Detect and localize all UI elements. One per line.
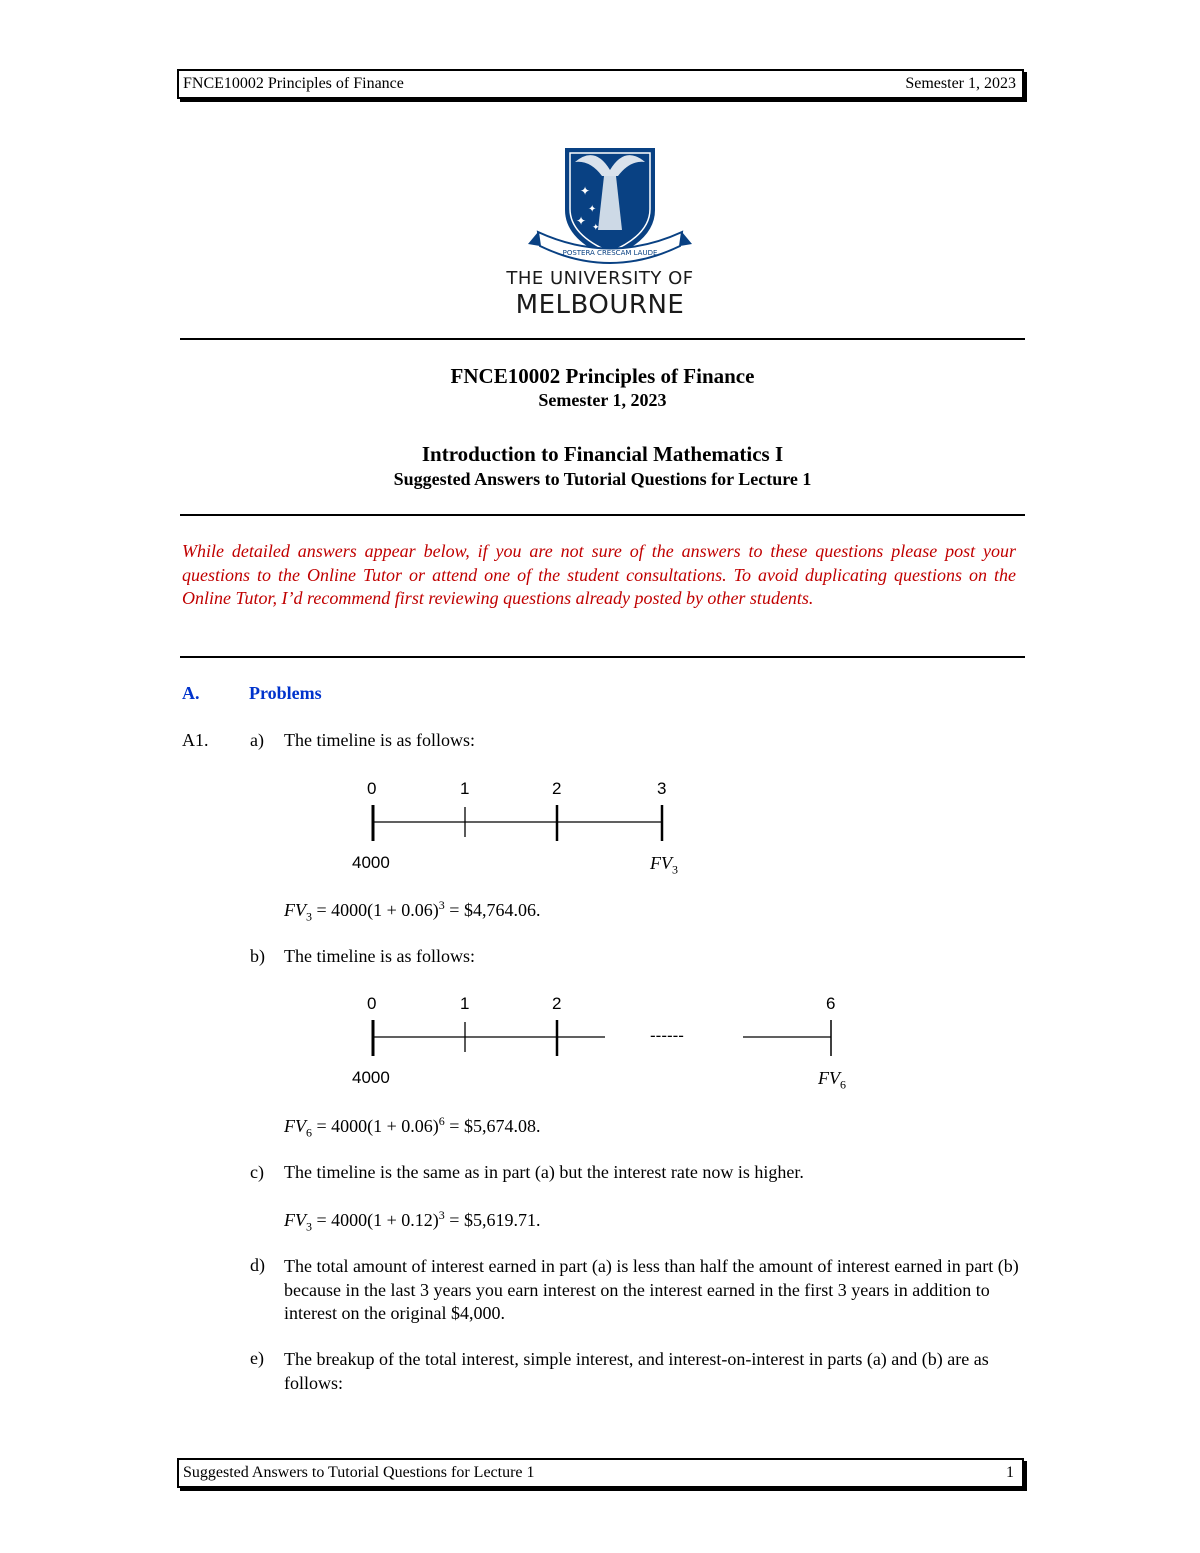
timeline-b-tick: 2 [552, 994, 562, 1013]
page-footer [177, 1458, 1024, 1488]
svg-text:✦: ✦ [592, 222, 600, 232]
part-a-text: The timeline is as follows: [284, 730, 475, 750]
part-c-label: c) [250, 1162, 264, 1182]
section-title: Problems [249, 683, 322, 703]
timeline-b [340, 990, 880, 1100]
timeline-b-dots: ------ [650, 1026, 684, 1045]
timeline-b-lines [340, 990, 880, 1100]
footer-title: Suggested Answers to Tutorial Questions for Lecture 1 [183, 1464, 535, 1481]
svg-text:✦: ✦ [576, 214, 587, 228]
logo-line2: MELBOURNE [515, 290, 685, 320]
part-c-text: The timeline is the same as in part (a) but the interest rate now is higher. [284, 1162, 804, 1182]
timeline-a [340, 775, 720, 885]
section-letter: A. [182, 683, 200, 703]
advice-note: While detailed answers appear below, if you are not sure of the answers to these questions please post your questions to the Online Tutor or attend one of the student consultations. To avoid duplicating questions on the Online Tutor, I’d recommend first reviewing questions already posted by other students. [182, 541, 1016, 608]
part-b-label: b) [250, 946, 265, 966]
timeline-a-end-label: $FV_3$ [650, 853, 678, 877]
timeline-a-tick: 2 [552, 779, 562, 798]
header-course: FNCE10002 Principles of Finance [183, 75, 404, 92]
divider [180, 656, 1025, 658]
title-topic: Introduction to Financial Mathematics I [421, 442, 784, 466]
timeline-a-tick: 0 [367, 779, 377, 798]
title-semester: Semester 1, 2023 [538, 390, 667, 410]
part-a-label: a) [250, 730, 264, 750]
timeline-b-end-label: $FV_6$ [818, 1068, 846, 1092]
svg-text:✦: ✦ [588, 204, 597, 215]
divider [180, 338, 1025, 340]
part-b-text: The timeline is as follows: [284, 946, 475, 966]
timeline-a-tick: 3 [657, 779, 667, 798]
title-subtitle: Suggested Answers to Tutorial Questions for Lecture 1 [393, 469, 812, 489]
header-semester: Semester 1, 2023 [905, 75, 1016, 92]
question-number: A1. [182, 730, 209, 750]
part-e-text: The breakup of the total interest, simple interest, and interest-on-interest in parts (a) and (b) are as follows: [284, 1349, 989, 1393]
part-d-label: d) [250, 1255, 265, 1275]
timeline-a-tick: 1 [460, 779, 470, 798]
timeline-b-tick: 6 [826, 994, 836, 1013]
timeline-b-tick: 0 [367, 994, 377, 1013]
page-number: 1 [1006, 1464, 1014, 1481]
page-header [177, 69, 1024, 99]
timeline-b-start-value: 4000 [352, 1068, 390, 1087]
svg-text:✦: ✦ [580, 184, 591, 198]
timeline-a-start-value: 4000 [352, 853, 390, 872]
part-a-formula: $FV_3 = 4000(1 + 0.06)^3$ = $4,764.06. [284, 898, 541, 924]
part-b-formula: $FV_6 = 4000(1 + 0.06)^6$ = $5,674.08. [284, 1114, 541, 1140]
part-c-formula: $FV_3 = 4000(1 + 0.12)^3$ = $5,619.71. [284, 1208, 541, 1234]
timeline-b-tick: 1 [460, 994, 470, 1013]
part-d-text: The total amount of interest earned in part (a) is less than half the amount of interest earned in part (b) because in the last 3 years you earn interest on the interest earned in the first 3 years in addition to interest on the original $4,000. [284, 1256, 1019, 1323]
title-course: FNCE10002 Principles of Finance [450, 364, 755, 388]
divider [180, 514, 1025, 516]
logo-line1: THE UNIVERSITY OF [506, 268, 694, 289]
part-e-label: e) [250, 1348, 264, 1368]
logo-motto: POSTERA CRESCAM LAUDE [562, 249, 658, 257]
